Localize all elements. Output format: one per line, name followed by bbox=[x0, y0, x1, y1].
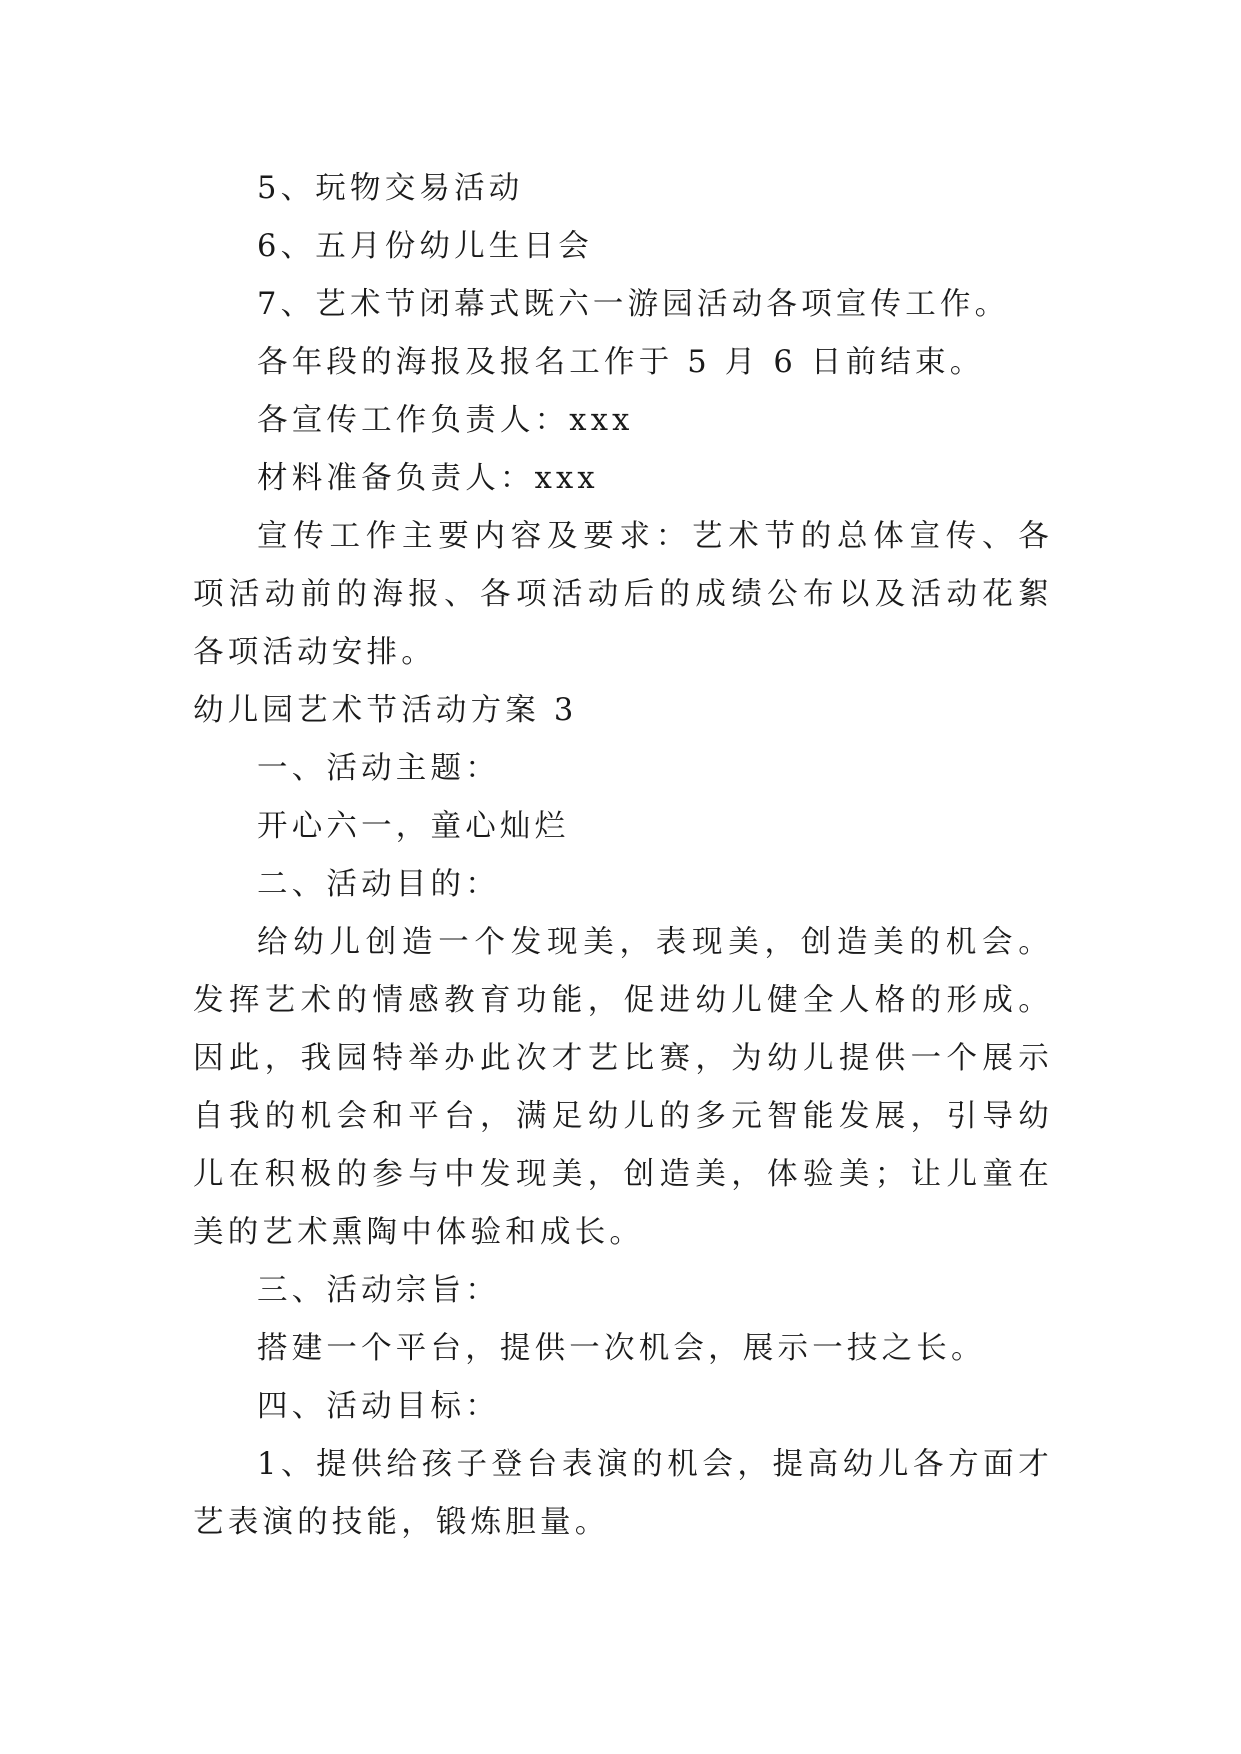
heading-tenet: 三、活动宗旨： bbox=[257, 1273, 500, 1308]
tenet-text: 搭建一个平台，提供一次机会，展示一技之长。 bbox=[257, 1331, 986, 1366]
publicity-requirements-paragraph: 宣传工作主要内容及要求：艺术节的总体宣传、各项活动前的海报、各项活动后的成绩公布以及活动花絮各项活动安排。 bbox=[193, 519, 1053, 670]
goal-item-1: 1、提供给孩子登台表演的机会，提高幼儿各方面才艺表演的技能，锻炼胆量。 bbox=[193, 1447, 1053, 1540]
materials-owner: 材料准备负责人：xxx bbox=[257, 461, 599, 496]
document-page bbox=[193, 160, 1053, 1552]
heading-theme: 一、活动主题： bbox=[257, 751, 500, 786]
publicity-owner: 各宣传工作负责人：xxx bbox=[257, 403, 634, 438]
deadline-paragraph: 各年段的海报及报名工作于 5 月 6 日前结束。 bbox=[257, 345, 985, 380]
list-item-7: 7、艺术节闭幕式既六一游园活动各项宣传工作。 bbox=[257, 287, 1010, 322]
theme-text: 开心六一，童心灿烂 bbox=[257, 809, 570, 844]
heading-purpose: 二、活动目的： bbox=[257, 867, 500, 902]
section-title: 幼儿园艺术节活动方案 3 bbox=[193, 693, 578, 728]
list-item-5: 5、玩物交易活动 bbox=[257, 171, 524, 206]
purpose-paragraph: 给幼儿创造一个发现美，表现美，创造美的机会。发挥艺术的情感教育功能，促进幼儿健全人格的形成。因此，我园特举办此次才艺比赛，为幼儿提供一个展示自我的机会和平台，满足幼儿的多元智能发展，引导幼儿在积极的参与中发现美，创造美，体验美；让儿童在美的艺术熏陶中体验和成长。 bbox=[193, 925, 1053, 1250]
list-item-6: 6、五月份幼儿生日会 bbox=[257, 229, 593, 264]
heading-goals: 四、活动目标： bbox=[257, 1389, 500, 1424]
